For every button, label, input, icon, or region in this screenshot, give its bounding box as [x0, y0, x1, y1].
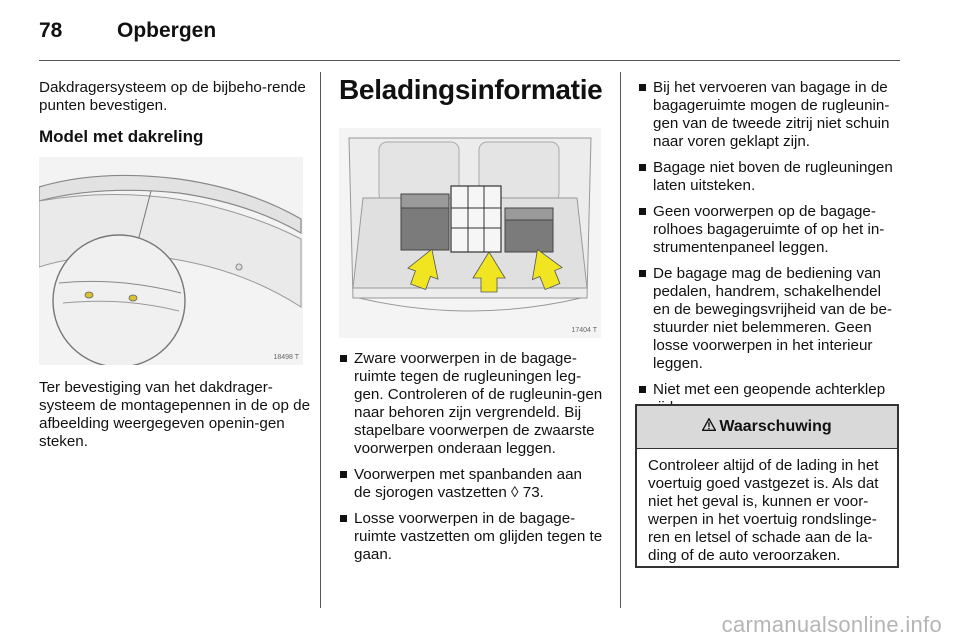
loading-bullets-col2 [339, 350, 603, 572]
warning-title: Waarschuwing [719, 418, 832, 435]
roof-rail-illustration [39, 157, 303, 365]
roof-rack-instruction: Ter bevestiging van het dakdrager-systeem de montagepennen in de op de afbeelding weergegeven openin-gen steken. [39, 379, 311, 450]
page-number: 78 [39, 19, 63, 42]
list-item: Zware voorwerpen in de bagage-ruimte tegen de rugleuningen leg-gen. Controleren of de rugleunin-gen naar behoren zijn vergrendeld. Bij stapelbare voorwerpen de zwaarste voorwerpen onderaan leggen. [339, 350, 603, 458]
list-item: De bagage mag de bediening van pedalen, handrem, schakelhendel en de bewegingsvrijheid van de be-stuurder niet belemmeren. Geen losse voorwerpen in het interieur leggen. [638, 265, 902, 373]
figure-code-roof: 18498 T [273, 354, 299, 361]
figure-code-cargo: 17404 T [571, 327, 597, 334]
chapter-title: Opbergen [117, 19, 217, 42]
list-item: Bagage niet boven de rugleuningen laten uitsteken. [638, 159, 902, 195]
list-item: Bij het vervoeren van bagage in de bagageruimte mogen de rugleunin-gen van de tweede zitrij niet schuin naar voren geklapt zijn. [638, 79, 902, 151]
roof-rack-intro: Dakdragersysteem op de bijbeho-rende punten bevestigen. [39, 79, 306, 114]
roof-rail-drawing [39, 157, 303, 365]
roof-rail-subheading: Model met dakreling [39, 127, 204, 146]
list-item: Geen voorwerpen op de bagage-rolhoes bagageruimte of op het in-strumentenpaneel leggen. [638, 203, 902, 257]
list-item: Niet met een geopende achterklep [638, 381, 902, 417]
cargo-area-drawing [339, 128, 601, 338]
warning-header [637, 406, 897, 449]
cargo-area-illustration [339, 128, 601, 338]
warning-text: Controleer altijd of de lading in het voertuig goed vastgezet is. Als dat niet het geval is, kunnen er voor-werpen in het voertuig rondslinge-ren en letsel of schade aan de la-ding of de auto veroorzaken. [648, 457, 879, 564]
header-rule [39, 60, 900, 61]
loading-bullets-col3 [638, 79, 902, 425]
warning-triangle-icon [702, 418, 716, 436]
roof-rack-instruction-block [39, 379, 311, 451]
list-item: Voorwerpen met spanbanden aan de sjorogen vastzetten ◊ 73. [339, 466, 603, 502]
list-item: Losse voorwerpen in de bagage-ruimte vastzetten om glijden tegen te gaan. [339, 510, 603, 564]
warning-box [635, 404, 899, 568]
loading-info-heading: Beladingsinformatie [339, 74, 603, 105]
column-divider-1 [320, 72, 321, 608]
column-1 [39, 79, 309, 115]
column-divider-2 [620, 72, 621, 608]
site-watermark: carmanualsonline.info [721, 612, 942, 637]
